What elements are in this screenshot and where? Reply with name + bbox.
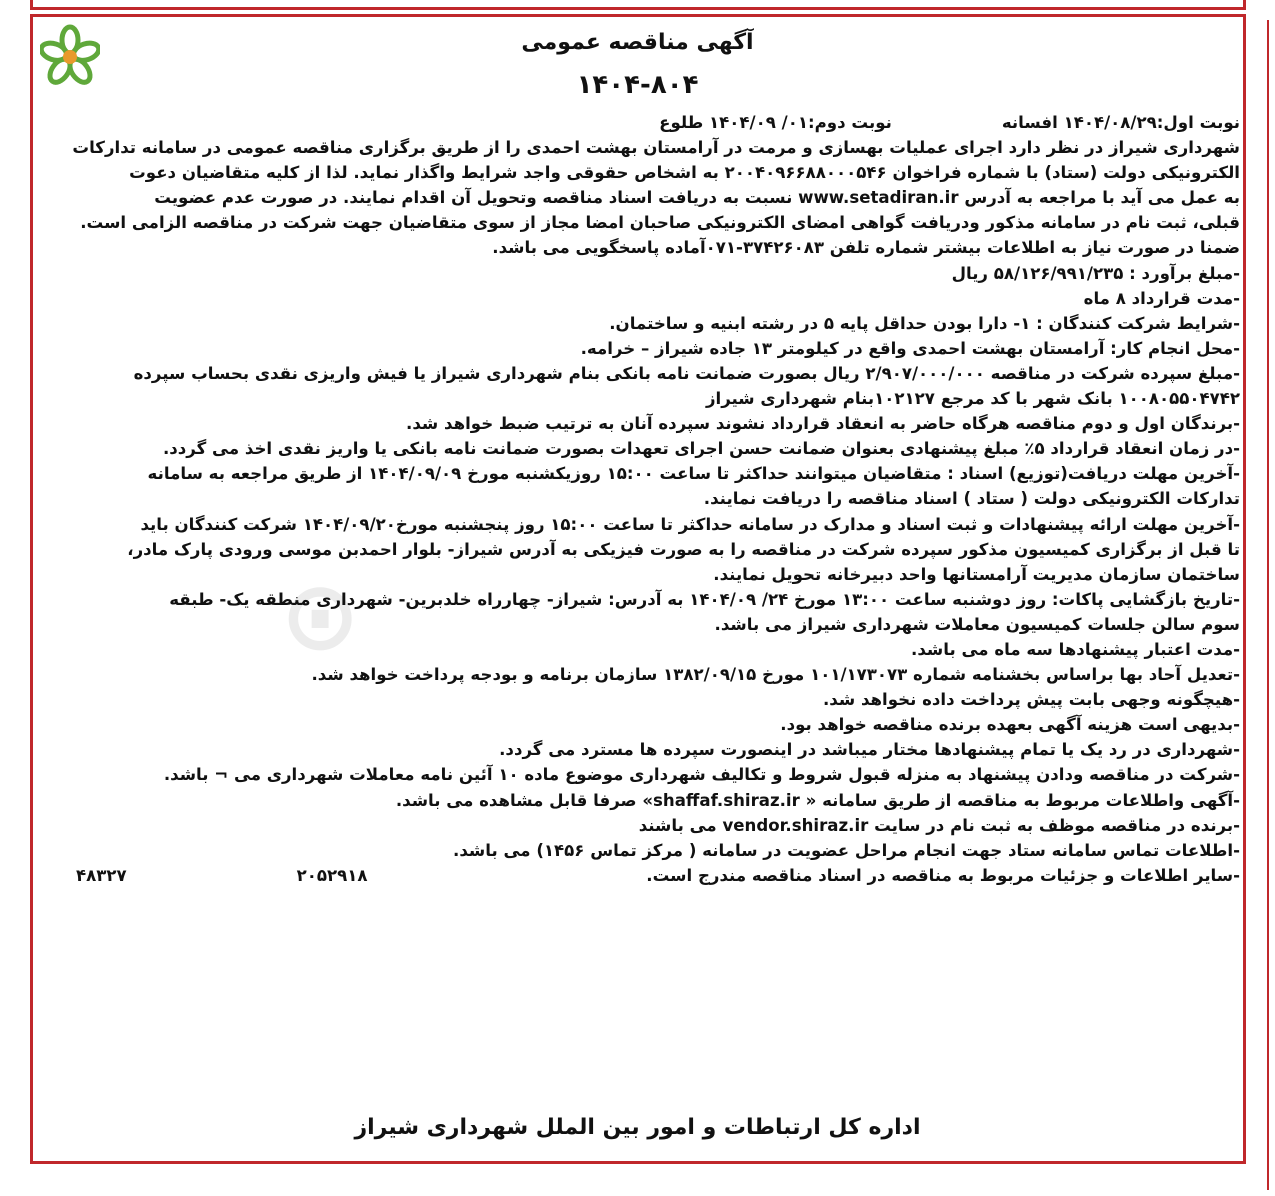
issuer-footer: اداره کل ارتباطات و امور بین الملل شهرداری شیراز bbox=[354, 1115, 921, 1140]
body-line: -آخرین مهلت دریافت(توزیع) اسناد : متقاضیان میتوانند حداکثر تا ساعت ۱۵:۰۰ روزیکشنبه مورخ ۱۴۰۴/۰۹/۰۹ از طریق مراجعه به سامانه bbox=[147, 464, 1240, 484]
body-line: -تعدیل آحاد بها براساس بخشنامه شماره ۱۰۱/۱۷۳۰۷۳ مورخ ۱۳۸۲/۰۹/۱۵ سازمان برنامه و بودجه پرداخت خواهد شد. bbox=[311, 665, 1240, 685]
watermark-logo: ⊙ bbox=[280, 560, 367, 672]
body-line: -بدیهی است هزینه آگهی بعهده برنده مناقصه خواهد بود. bbox=[780, 715, 1240, 735]
last-line: -سایر اطلاعات و جزئیات مربوط به مناقصه در اسناد مناقصه مندرج است. bbox=[646, 865, 1240, 885]
body-line: -مدت قرارداد ۸ ماه bbox=[1083, 288, 1240, 308]
body-line: -برندگان اول و دوم مناقصه هرگاه حاضر به انعقاد قرارداد نشوند سپرده آنان به ترتیب ضبط خواهد شد. bbox=[406, 414, 1240, 434]
body-line: -آخرین مهلت ارائه پیشنهادات و ثبت اسناد و مدارک در سامانه حداکثر تا ساعت ۱۵:۰۰ روز پنجشنبه مورخ۱۴۰۴/۰۹/۲۰ شرکت کنندگان باید bbox=[140, 514, 1240, 534]
ad-code-a: ۲۰۵۲۹۱۸ bbox=[296, 865, 368, 885]
ad-code: ۱۴۰۴-۸۰۴ bbox=[576, 70, 699, 100]
ad-title: آگهی مناقصه عمومی bbox=[521, 30, 754, 55]
body-line: الکترونیکی دولت (ستاد) با شماره فراخوان ۲۰۰۴۰۹۶۶۸۸۰۰۰۵۴۶ به اشخاص حقوقی واجد شرایط واگذار نماید. لذا از کلیه متقاضیان دعوت bbox=[129, 163, 1240, 183]
body-line: -شرایط شرکت کنندگان : ۱- دارا بودن حداقل پایه ۵ در رشته ابنیه و ساختمان. bbox=[609, 313, 1240, 333]
body-line: -محل انجام کار: آرامستان بهشت احمدی واقع در کیلومتر ۱۳ جاده شیراز – خرامه. bbox=[580, 338, 1240, 358]
body-line: -هیچگونه وجهی بابت پیش پرداخت داده نخواهد شد. bbox=[822, 690, 1240, 710]
body-line: شهرداری شیراز در نظر دارد اجرای عملیات بهسازی و مرمت در آرامستان بهشت احمدی را از طریق برگزاری مناقصه عمومی در سامانه تدارکات bbox=[72, 138, 1240, 158]
body-line: سوم سالن جلسات کمیسیون معاملات شهرداری شیراز می باشد. bbox=[714, 614, 1240, 634]
body-line: ضمنا در صورت نیاز به اطلاعات بیشتر شماره تلفن ۳۷۴۲۶۰۸۳-۰۷۱آماده پاسخگویی می باشد. bbox=[492, 238, 1240, 258]
body-line: -در زمان انعقاد قرارداد ۵٪ مبلغ پیشنهادی بعنوان ضمانت حسن اجرای تعهدات بصورت ضمانت نامه بانکی یا واریز نقدی اخذ می گردد. bbox=[162, 439, 1240, 459]
body-line: -برنده در مناقصه موظف به ثبت نام در سایت vendor.shiraz.ir می باشند bbox=[638, 815, 1240, 835]
body-line: تا قبل از برگزاری کمیسیون مذکور سپرده شرکت در مناقصه را به صورت فیزیکی به آدرس شیراز- بلوار احمدبن موسی ورودی پارک مادر، bbox=[127, 539, 1240, 559]
body-line: -مدت اعتبار پیشنهادها سه ماه می باشد. bbox=[911, 639, 1240, 659]
body-line: -مبلغ برآورد : ۵۸/۱۲۶/۹۹۱/۲۳۵ ریال bbox=[951, 263, 1240, 283]
body-line: به عمل می آید با مراجعه به آدرس www.setadiran.ir نسبت به دریافت اسناد مناقصه وتحویل آن اقدام نمایند. در صورت عدم عضویت bbox=[154, 188, 1240, 208]
ad-codes bbox=[36, 863, 368, 888]
body-line: -شرکت در مناقصه ودادن پیشنهاد به منزله قبول شروط و تکالیف شهرداری موضوع ماده ۱۰ آئین نامه معاملات شهرداری می ¬ باشد. bbox=[163, 765, 1240, 785]
second-publication: نوبت دوم:۰۱/ ۱۴۰۴/۰۹ طلوع bbox=[659, 113, 892, 132]
last-line-row bbox=[36, 863, 1240, 888]
body-line: -اطلاعات تماس سامانه ستاد جهت انجام مراحل عضویت در سامانه ( مرکز تماس ۱۴۵۶) می باشد. bbox=[453, 840, 1240, 860]
ad-code-b: ۴۸۳۲۷ bbox=[76, 865, 127, 885]
body-line: ۱۰۰۸۰۵۵۰۴۷۴۲ بانک شهر با کد مرجع ۱۰۲۱۲۷بنام شهرداری شیراز bbox=[705, 389, 1240, 409]
body-line: تدارکات الکترونیکی دولت ( ستاد ) اسناد مناقصه را دریافت نمایند. bbox=[703, 489, 1240, 509]
body-line: -آگهی واطلاعات مربوط به مناقصه از طریق سامانه « shaffaf.shiraz.ir» صرفا قابل مشاهده می باشد. bbox=[395, 790, 1240, 810]
body-line: -تاریخ بازگشایی پاکات: روز دوشنبه ساعت ۱۳:۰۰ مورخ ۲۴/ ۱۴۰۴/۰۹ به آدرس: شیراز- چهارراه خلدبرین- شهرداری منطقه یک- طبقه bbox=[169, 589, 1240, 609]
body-line: -مبلغ سپرده شرکت در مناقصه ۲/۹۰۷/۰۰۰/۰۰۰ ریال بصورت ضمانت نامه بانکی بنام شهرداری شیراز یا فیش واریزی نقدی بحساب سپرده bbox=[133, 363, 1240, 383]
top-border bbox=[30, 0, 1246, 10]
body-line: ساختمان سازمان مدیریت آرامستانها واحد دبیرخانه تحویل نمایند. bbox=[713, 564, 1240, 584]
first-publication: نوبت اول:۱۴۰۴/۰۸/۲۹ افسانه bbox=[1001, 113, 1240, 132]
body-line: -شهرداری در رد یک یا تمام پیشنهادها مختار میباشد در اینصورت سپرده ها مسترد می گردد. bbox=[499, 740, 1240, 760]
ad-body bbox=[36, 110, 1240, 888]
body-line: قبلی، ثبت نام در سامانه مذکور ودریافت گواهی امضای الکترونیکی صاحبان امضا مجاز از سوی متقاضیان جهت شرکت در مناقصه الزامی است. bbox=[80, 213, 1240, 233]
publication-dates bbox=[36, 110, 1240, 135]
right-edge-border bbox=[1267, 20, 1275, 1190]
